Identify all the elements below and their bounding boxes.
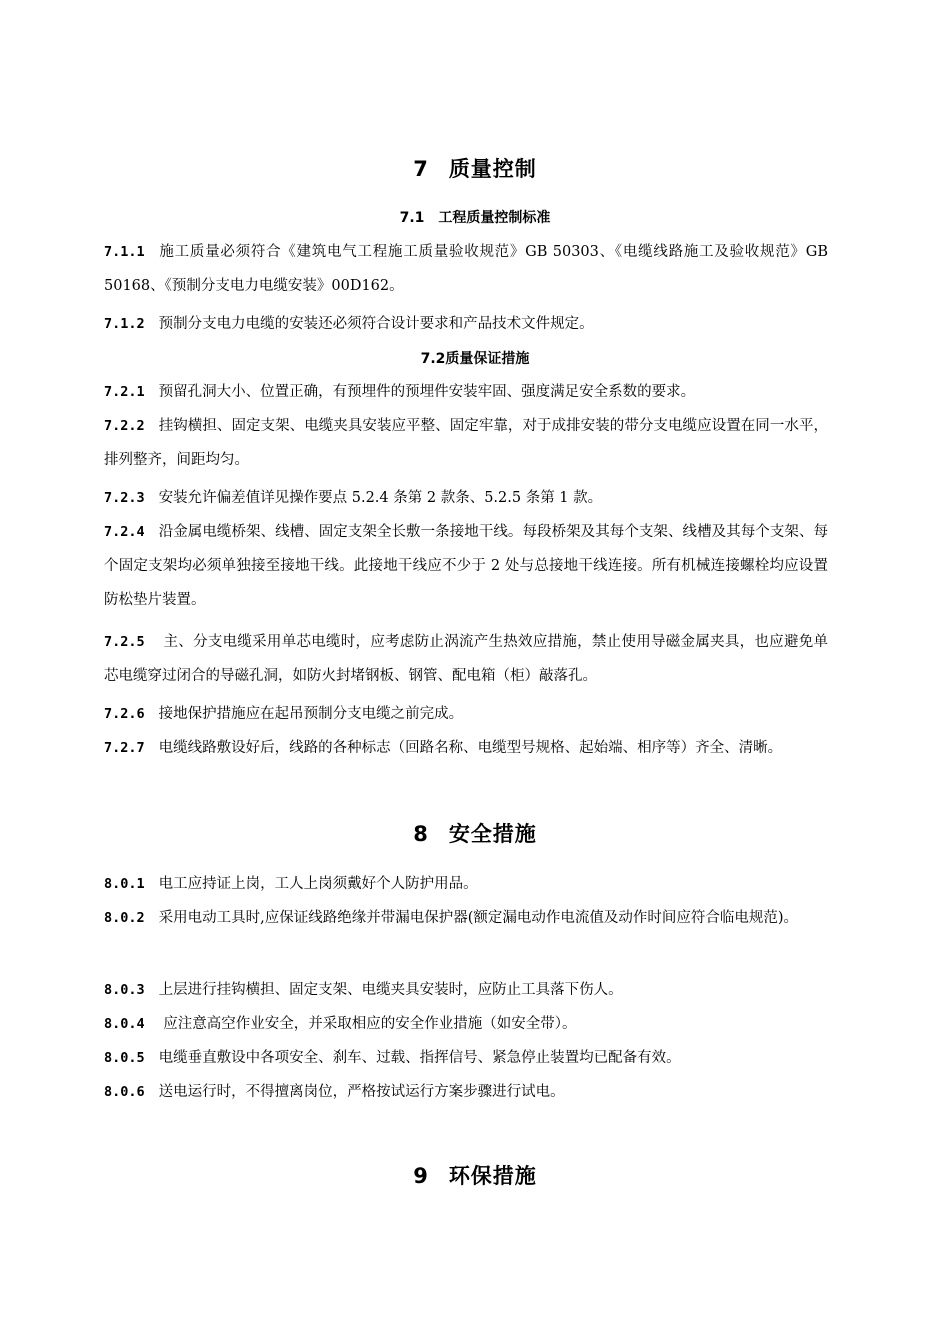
clause-8-0-1: 8.0.1 电工应持证上岗，工人上岗须戴好个人防护用品。 xyxy=(104,876,478,892)
clause-7-2-3: 7.2.3 安装允许偏差值详见操作要点 5.2.4 条第 2 款条、5.2.5 条第 1 款。 xyxy=(104,490,603,506)
section-7-heading: 7 质量控制 xyxy=(413,157,537,181)
clause-8-0-5: 8.0.5 电缆垂直敷设中各项安全、刹车、过载、指挥信号、紧急停止装置均已配备有效。 xyxy=(104,1050,681,1066)
clause-7-2-1: 7.2.1 预留孔洞大小、位置正确，有预埋件的预埋件安装牢固、强度满足安全系数的要求。 xyxy=(104,384,696,400)
subsection-7-2-heading: 7.2质量保证措施 xyxy=(420,351,530,367)
clause-7-2-6: 7.2.6 接地保护措施应在起吊预制分支电缆之前完成。 xyxy=(104,706,464,722)
clause-8-0-4: 8.0.4 应注意高空作业安全，并采取相应的安全作业措施（如安全带）。 xyxy=(104,1016,577,1032)
clause-7-2-5: 7.2.5 主、分支电缆采用单芯电缆时，应考虑防止涡流产生热效应措施，禁止使用导磁金属夹具，也应避免单芯电缆穿过闭合的导磁孔洞，如防火封堵钢板、钢管、配电箱（柜）敲落孔。 xyxy=(104,634,828,684)
clause-8-0-6: 8.0.6 送电运行时，不得擅离岗位，严格按试运行方案步骤进行试电。 xyxy=(104,1084,565,1100)
clause-7-2-4: 7.2.4 沿金属电缆桥架、线槽、固定支架全长敷一条接地干线。每段桥架及其每个支架、线槽及其每个支架、每个固定支架均必须单独接至接地干线。此接地干线应不少于 2 处与总接地干线连接。所有机械连接螺栓均应设置防松垫片装置。 xyxy=(104,524,828,608)
clause-7-2-2: 7.2.2 挂钩横担、固定支架、电缆夹具安装应平整、固定牢靠，对于成排安装的带分支电缆应设置在同一水平，排列整齐，间距均匀。 xyxy=(104,418,828,468)
clause-8-0-3: 8.0.3 上层进行挂钩横担、固定支架、电缆夹具安装时，应防止工具落下伤人。 xyxy=(104,982,623,998)
section-8-heading: 8 安全措施 xyxy=(413,822,537,846)
clause-7-1-2: 7.1.2 预制分支电力电缆的安装还必须符合设计要求和产品技术文件规定。 xyxy=(104,316,594,332)
clause-8-0-2: 8.0.2 采用电动工具时,应保证线路绝缘并带漏电保护器(额定漏电动作电流值及动作时间应符合临电规范)。 xyxy=(104,910,799,926)
clause-7-1-1: 7.1.1 施工质量必须符合《建筑电气工程施工质量验收规范》GB 50303、《电缆线路施工及验收规范》GB 50168、《预制分支电力电缆安装》00D162。 xyxy=(104,244,828,294)
clause-7-2-7: 7.2.7 电缆线路敷设好后，线路的各种标志（回路名称、电缆型号规格、起始端、相序等）齐全、清晰。 xyxy=(104,740,783,756)
subsection-7-1-heading: 7.1 工程质量控制标准 xyxy=(399,210,551,226)
section-9-heading: 9 环保措施 xyxy=(413,1164,537,1188)
